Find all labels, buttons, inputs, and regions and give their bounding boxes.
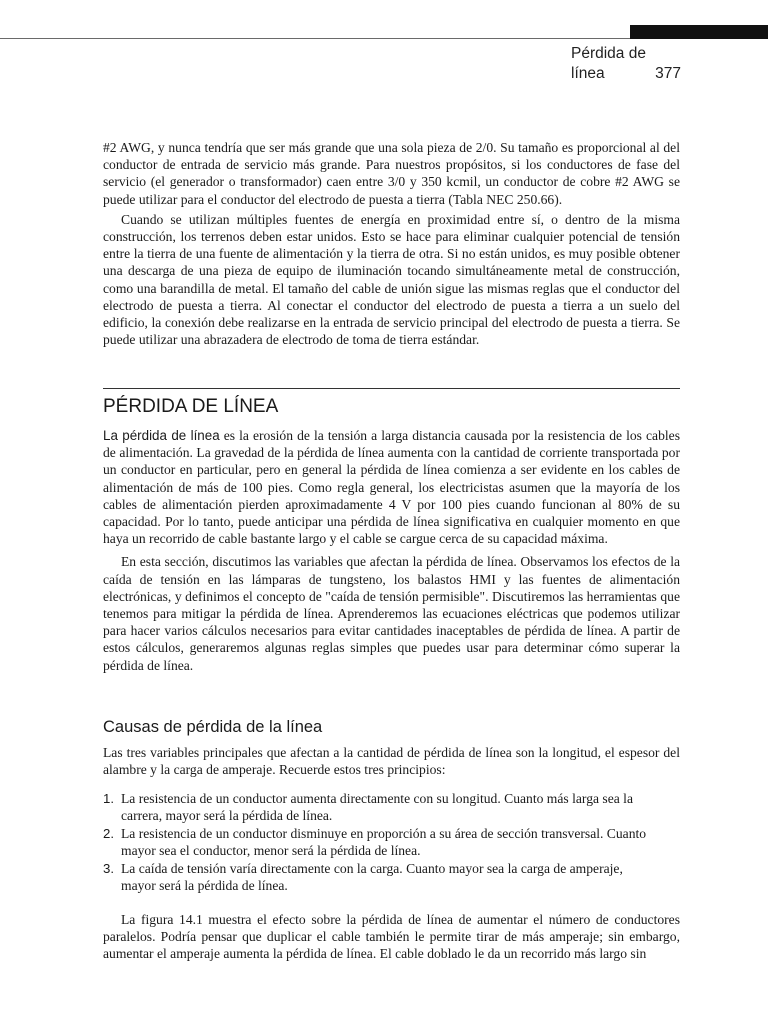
list-item	[103, 791, 680, 824]
defined-term: La pérdida de línea	[103, 428, 220, 443]
list-item-number: 1.	[103, 791, 114, 806]
section-divider	[103, 388, 680, 389]
running-title-line1: Pérdida de	[571, 45, 646, 62]
subsection-intro-paragraph: Las tres variables principales que afectan a la cantidad de pérdida de línea son la longitud, el espesor del alambre y la carga de amperaje. Recuerde estos tres principios:	[103, 745, 680, 778]
closing-paragraph: La figura 14.1 muestra el efecto sobre la pérdida de línea de aumentar el número de conductores paralelos. Podría pensar que duplicar el cable también le permite tirar de más amperaje; sin embargo, aumentar el amperaje aumenta la pérdida de línea. El cable doblado le da un recorrido más largo sin	[103, 912, 680, 962]
list-item-number: 2.	[103, 826, 114, 842]
list-item-number: 3.	[103, 861, 114, 877]
list-item	[103, 826, 680, 859]
section-heading: PÉRDIDA DE LÍNEA	[103, 396, 279, 417]
intro-paragraph-1: #2 AWG, y nunca tendría que ser más grande que una sola pieza de 2/0. Su tamaño es proporcional al del conductor de entrada de servicio más grande. Para nuestros propósitos, si los conductores de fase del servicio (el generador o transformador) caen entre 3/0 y 350 kcmil, un conductor de cobre #2 AWG se puede utilizar para el conductor del electrodo de puesta a tierra (Tabla NEC 250.66).	[103, 140, 680, 207]
list-item-text: La resistencia de un conductor disminuye en proporción a su área de sección transversal. Cuanto mayor sea el conductor, menor será la pérdida de línea.	[121, 826, 647, 858]
running-title-line2: línea	[571, 65, 605, 82]
section-paragraph-1-body: es la erosión de la tensión a larga distancia causada por la resistencia de los cables de alimentación. La gravedad de la pérdida de línea aumenta con la cantidad de corriente transportada por un conductor en particular, pero en general la pérdida de línea comienza a ser evidente en los cables de alimentación de más de 100 pies. Como regla general, los electricistas asumen que la mayoría de los cables de alimentación pierden aproximadamente 4 V por 100 pies cuando funcionan al 80% de su capacidad. Por lo tanto, puede anticipar una pérdida de línea significativa en cualquier momento en que haya un recorrido de cable bastante largo y el cable se cargue cerca de su capacidad máxima.	[103, 428, 680, 547]
running-head	[571, 44, 681, 84]
list-item-text: La caída de tensión varía directamente con la carga. Cuanto mayor sea la carga de amperaje, mayor será la pérdida de línea.	[121, 861, 623, 893]
list-item-text: La resistencia de un conductor aumenta directamente con su longitud. Cuanto más larga sea la carrera, mayor será la pérdida de línea.	[121, 791, 633, 823]
closing-text	[103, 911, 680, 963]
section-paragraph-2: En esta sección, discutimos las variables que afectan la pérdida de línea. Observamos los efectos de la caída de tensión en las lámparas de tungsteno, los balastos HMI y las fuentes de alimentación electrónicas, y definimos el concepto de "caída de tensión permisible". Discutiremos las herramientas que tenemos para mitigar la pérdida de línea. Aprenderemos las ecuaciones eléctricas que podemos utilizar para hacer varios cálculos necesarios para evitar cantidades inaceptables de pérdida de línea. A partir de estos cálculos, generaremos algunas reglas simples que puedes usar para determinar cómo superar la pérdida de línea.	[103, 554, 680, 673]
section-paragraph-1	[103, 427, 680, 547]
intro-text	[103, 139, 680, 348]
page-number: 377	[655, 65, 681, 82]
intro-paragraph-2: Cuando se utilizan múltiples fuentes de energía en proximidad entre sí, o dentro de la misma construcción, los terrenos deben estar unidos. Esto se hace para eliminar cualquier potencial de tensión entre la tierra de una fuente de alimentación y la tierra de otra. Si no están unidos, es muy posible obtener una descarga de una pieza de equipo de iluminación tocando simultáneamente metal de construcción, como una barandilla de metal. El tamaño del cable de unión sigue las mismas reglas que el conductor del electrodo de puesta a tierra. Al conectar el conductor del electrodo de puesta a tierra a un suelo del edificio, la conexión debe realizarse en la entrada de servicio principal del electrodo de puesta a tierra. Se puede utilizar una abrazadera de electrodo de toma de tierra estándar.	[103, 211, 680, 348]
subsection-heading: Causas de pérdida de la línea	[103, 718, 323, 736]
header-tab-bar	[630, 25, 768, 39]
list-item	[103, 861, 680, 894]
subsection-intro	[103, 744, 680, 778]
principles-list	[103, 791, 680, 897]
section-text	[103, 427, 680, 674]
